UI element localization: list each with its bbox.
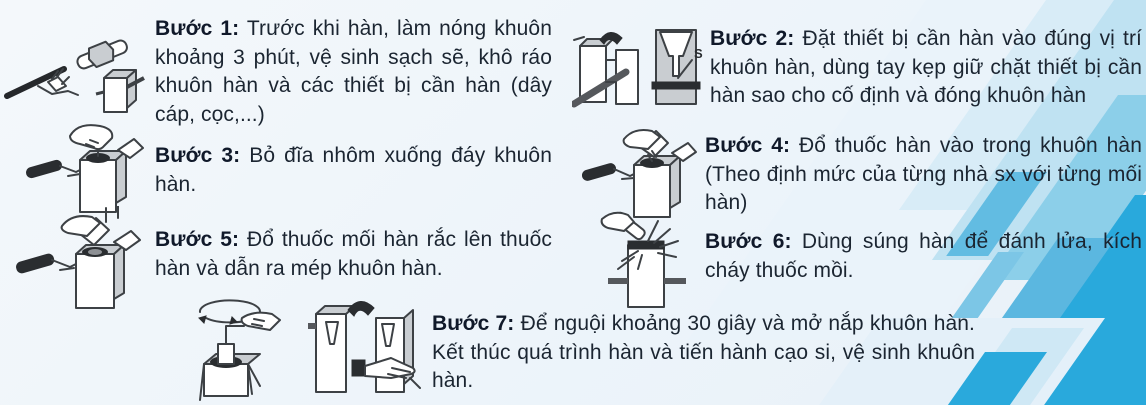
step-6-text: Bước 6: Dùng súng hàn để đánh lửa, kích cháy thuốc mồi.	[705, 230, 1142, 282]
step-2-label: Bước 2:	[710, 27, 795, 50]
step-4	[705, 132, 1142, 218]
step-1-label: Bước 1:	[155, 17, 240, 40]
step-7	[432, 310, 975, 396]
step-4-illustration	[582, 121, 700, 223]
cross-section-s-label: S	[694, 46, 703, 61]
step-1-text: Bước 1: Trước khi hàn, làm nóng khuôn khoảng 3 phút, vệ sinh sạch sẽ, khô ráo khuôn hàn và các thiết bị cần hàn (dây cáp, cọc,...)	[155, 17, 552, 126]
step-7-clean-mold-illustration	[302, 286, 428, 405]
step-2-text: Bước 2: Đặt thiết bị cần hàn vào đúng vị trí khuôn hàn, dùng tay kẹp giữ chặt thiết bị cần hàn sao cho cố định và đóng khuôn hàn	[710, 27, 1142, 108]
step-3-text: Bước 3: Bỏ đĩa nhôm xuống đáy khuôn hàn.	[155, 144, 552, 196]
step-2	[710, 25, 1142, 111]
step-3	[155, 142, 552, 199]
step-5	[155, 226, 552, 283]
step-5-illustration	[14, 206, 146, 312]
step-1-illustration	[4, 32, 146, 120]
step-3-illustration	[24, 116, 146, 218]
step-6-illustration	[588, 211, 706, 313]
step-7-open-lid-illustration	[176, 286, 294, 404]
step-6	[705, 228, 1142, 285]
step-1	[155, 15, 552, 129]
step-5-label: Bước 5:	[155, 228, 240, 251]
step-4-label: Bước 4:	[705, 134, 791, 157]
step-2-illustration	[572, 20, 704, 124]
step-5-text: Bước 5: Đổ thuốc mối hàn rắc lên thuốc hàn và dẫn ra mép khuôn hàn.	[155, 228, 552, 280]
step-4-text: Bước 4: Đổ thuốc hàn vào trong khuôn hàn (Theo định mức của từng nhà sx với từng mối hàn)	[705, 134, 1142, 215]
step-3-label: Bước 3:	[155, 144, 241, 167]
step-6-label: Bước 6:	[705, 230, 792, 253]
step-7-label: Bước 7:	[432, 312, 515, 335]
step-7-text: Bước 7: Để nguội khoảng 30 giây và mở nắp khuôn hàn. Kết thúc quá trình hàn và tiến hành cạo si, vệ sinh khuôn hàn.	[432, 312, 975, 393]
